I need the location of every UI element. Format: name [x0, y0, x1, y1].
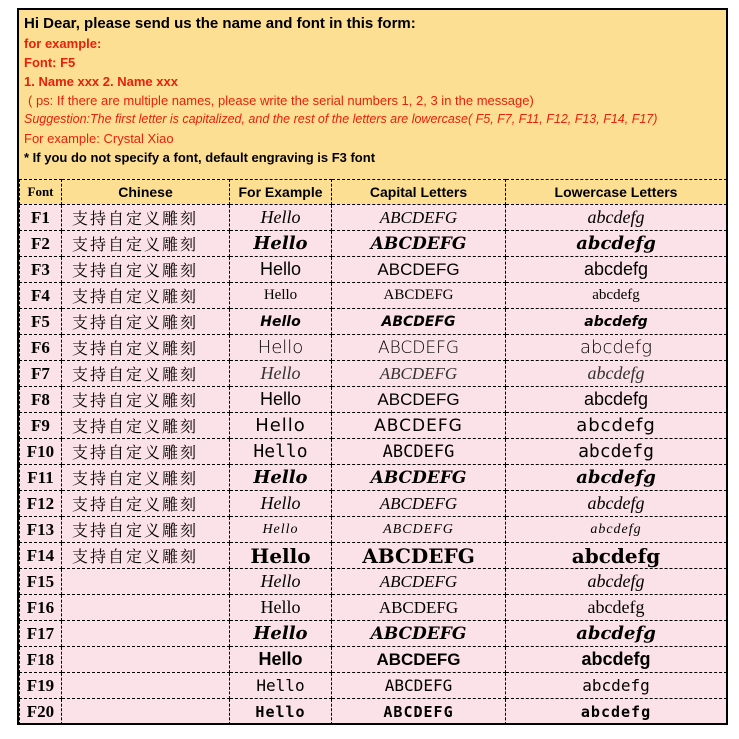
table-row	[20, 517, 727, 543]
example-sample-cell: Hello	[230, 517, 332, 543]
example-sample-cell: Hello	[230, 439, 332, 465]
font-code-cell: F16	[20, 595, 62, 621]
instructions-panel	[19, 10, 726, 179]
font-code-cell: F7	[20, 361, 62, 387]
table-row	[20, 283, 727, 309]
example-sample-cell: Hello	[230, 257, 332, 283]
font-code-cell: F20	[20, 699, 62, 725]
header-capital: Capital Letters	[332, 180, 506, 205]
lowercase-sample-cell: abcdefg	[506, 231, 727, 257]
font-code-cell: F12	[20, 491, 62, 517]
capital-sample-cell: ABCDEFG	[332, 231, 506, 257]
greeting-heading: Hi Dear, please send us the name and font in this form:	[24, 15, 416, 32]
chinese-sample-cell: 支持自定义雕刻	[62, 413, 230, 439]
lowercase-sample-cell: abcdefg	[506, 465, 727, 491]
example-sample-cell: Hello	[230, 621, 332, 647]
lowercase-sample-cell: abcdefg	[506, 517, 727, 543]
capital-sample-cell: ABCDEFG	[332, 699, 506, 725]
table-row	[20, 569, 727, 595]
table-row	[20, 361, 727, 387]
lowercase-sample-cell: abcdefg	[506, 699, 727, 725]
name-sample-text: For example: Crystal Xiao	[24, 131, 174, 146]
font-code-cell: F4	[20, 283, 62, 309]
font-code-cell: F2	[20, 231, 62, 257]
chinese-sample-cell: 支持自定义雕刻	[62, 465, 230, 491]
example-sample-cell: Hello	[230, 231, 332, 257]
example-sample-cell: Hello	[230, 413, 332, 439]
lowercase-sample-cell: abcdefg	[506, 335, 727, 361]
font-code-cell: F9	[20, 413, 62, 439]
table-row	[20, 595, 727, 621]
table-row	[20, 673, 727, 699]
capital-sample-cell: ABCDEFG	[332, 413, 506, 439]
lowercase-sample-cell: abcdefg	[506, 205, 727, 231]
table-row	[20, 699, 727, 725]
font-code-cell: F5	[20, 309, 62, 335]
chinese-sample-cell: 支持自定义雕刻	[62, 231, 230, 257]
lowercase-sample-cell: abcdefg	[506, 673, 727, 699]
font-code-cell: F3	[20, 257, 62, 283]
table-row	[20, 621, 727, 647]
example-sample-cell: Hello	[230, 205, 332, 231]
chinese-sample-cell: 支持自定义雕刻	[62, 517, 230, 543]
capital-sample-cell: ABCDEFG	[332, 309, 506, 335]
table-row	[20, 231, 727, 257]
chinese-sample-cell: 支持自定义雕刻	[62, 283, 230, 309]
example-sample-cell: Hello	[230, 335, 332, 361]
capitalization-suggestion: Suggestion:The first letter is capitalized, and the rest of the letters are lowercase( F5, F7, F11, F12, F13, F14, F17)	[24, 112, 658, 126]
example-sample-cell: Hello	[230, 595, 332, 621]
table-row	[20, 387, 727, 413]
lowercase-sample-cell: abcdefg	[506, 257, 727, 283]
lowercase-sample-cell: abcdefg	[506, 491, 727, 517]
lowercase-sample-cell: abcdefg	[506, 309, 727, 335]
table-row	[20, 309, 727, 335]
example-sample-cell: Hello	[230, 387, 332, 413]
capital-sample-cell: ABCDEFG	[332, 283, 506, 309]
table-row	[20, 413, 727, 439]
chinese-sample-cell	[62, 647, 230, 673]
capital-sample-cell: ABCDEFG	[332, 205, 506, 231]
example-sample-cell: Hello	[230, 543, 332, 569]
lowercase-sample-cell: abcdefg	[506, 439, 727, 465]
chinese-sample-cell	[62, 621, 230, 647]
capital-sample-cell: ABCDEFG	[332, 361, 506, 387]
chinese-sample-cell	[62, 569, 230, 595]
example-sample-cell: Hello	[230, 569, 332, 595]
table-row	[20, 205, 727, 231]
example-sample-cell: Hello	[230, 647, 332, 673]
example-sample-cell: Hello	[230, 361, 332, 387]
table-row	[20, 439, 727, 465]
capital-sample-cell: ABCDEFG	[332, 517, 506, 543]
capital-sample-cell: ABCDEFG	[332, 491, 506, 517]
font-code-cell: F19	[20, 673, 62, 699]
font-code-cell: F10	[20, 439, 62, 465]
header-lowercase: Lowercase Letters	[506, 180, 727, 205]
example-sample-cell: Hello	[230, 465, 332, 491]
table-row	[20, 491, 727, 517]
default-font-note: * If you do not specify a font, default engraving is F3 font	[24, 150, 376, 165]
chinese-sample-cell: 支持自定义雕刻	[62, 335, 230, 361]
example-sample-cell: Hello	[230, 699, 332, 725]
chinese-sample-cell: 支持自定义雕刻	[62, 257, 230, 283]
capital-sample-cell: ABCDEFG	[332, 621, 506, 647]
font-code-cell: F17	[20, 621, 62, 647]
lowercase-sample-cell: abcdefg	[506, 569, 727, 595]
font-code-cell: F6	[20, 335, 62, 361]
capital-sample-cell: ABCDEFG	[332, 387, 506, 413]
font-code-cell: F15	[20, 569, 62, 595]
chinese-sample-cell: 支持自定义雕刻	[62, 309, 230, 335]
lowercase-sample-cell: abcdefg	[506, 387, 727, 413]
chinese-sample-cell	[62, 595, 230, 621]
lowercase-sample-cell: abcdefg	[506, 413, 727, 439]
lowercase-sample-cell: abcdefg	[506, 283, 727, 309]
capital-sample-cell: ABCDEFG	[332, 543, 506, 569]
example-sample-cell: Hello	[230, 491, 332, 517]
font-code-cell: F14	[20, 543, 62, 569]
header-font: Font	[20, 180, 62, 205]
table-row	[20, 335, 727, 361]
capital-sample-cell: ABCDEFG	[332, 335, 506, 361]
chinese-sample-cell: 支持自定义雕刻	[62, 205, 230, 231]
lowercase-sample-cell: abcdefg	[506, 621, 727, 647]
font-code-cell: F8	[20, 387, 62, 413]
chinese-sample-cell: 支持自定义雕刻	[62, 543, 230, 569]
table-row	[20, 543, 727, 569]
lowercase-sample-cell: abcdefg	[506, 595, 727, 621]
table-row	[20, 647, 727, 673]
for-example-label: for example:	[24, 36, 102, 51]
table-header-row	[20, 180, 727, 205]
chinese-sample-cell	[62, 699, 230, 725]
font-code-cell: F1	[20, 205, 62, 231]
table-row	[20, 465, 727, 491]
chinese-sample-cell: 支持自定义雕刻	[62, 387, 230, 413]
example-sample-cell: Hello	[230, 283, 332, 309]
lowercase-sample-cell: abcdefg	[506, 361, 727, 387]
table-row	[20, 257, 727, 283]
capital-sample-cell: ABCDEFG	[332, 569, 506, 595]
lowercase-sample-cell: abcdefg	[506, 647, 727, 673]
capital-sample-cell: ABCDEFG	[332, 465, 506, 491]
example-sample-cell: Hello	[230, 673, 332, 699]
font-code-cell: F11	[20, 465, 62, 491]
font-example-text: Font: F5	[24, 55, 76, 70]
lowercase-sample-cell: abcdefg	[506, 543, 727, 569]
chinese-sample-cell: 支持自定义雕刻	[62, 361, 230, 387]
capital-sample-cell: ABCDEFG	[332, 257, 506, 283]
chinese-sample-cell	[62, 673, 230, 699]
name-example-text: 1. Name xxx 2. Name xxx	[24, 74, 178, 89]
font-table	[19, 179, 727, 725]
header-chinese: Chinese	[62, 180, 230, 205]
capital-sample-cell: ABCDEFG	[332, 647, 506, 673]
example-sample-cell: Hello	[230, 309, 332, 335]
capital-sample-cell: ABCDEFG	[332, 673, 506, 699]
chinese-sample-cell: 支持自定义雕刻	[62, 439, 230, 465]
multiple-names-note: ( ps: If there are multiple names, please write the serial numbers 1, 2, 3 in the message)	[28, 93, 534, 108]
capital-sample-cell: ABCDEFG	[332, 595, 506, 621]
font-code-cell: F18	[20, 647, 62, 673]
header-example: For Example	[230, 180, 332, 205]
font-order-sheet	[17, 8, 728, 725]
capital-sample-cell: ABCDEFG	[332, 439, 506, 465]
chinese-sample-cell: 支持自定义雕刻	[62, 491, 230, 517]
font-code-cell: F13	[20, 517, 62, 543]
